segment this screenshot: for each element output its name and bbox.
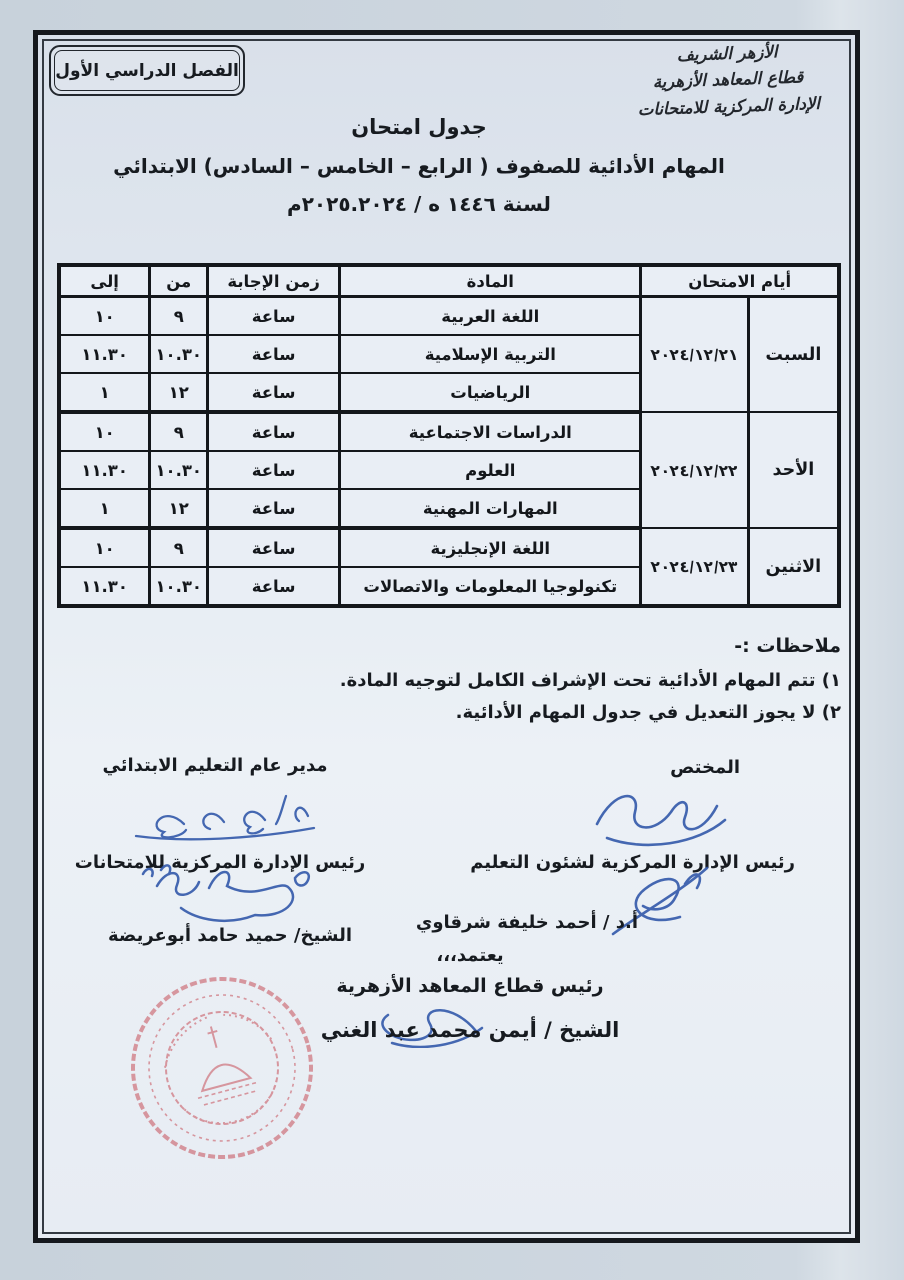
letterhead-org: الأزهر الشريف	[676, 42, 778, 65]
to-cell: ١٠	[59, 528, 150, 567]
letterhead-sector: قطاع المعاهد الأزهرية	[652, 67, 804, 93]
examinations-head-title: رئيس الإدارة المركزية للامتحانات	[74, 852, 366, 873]
day-cell: الاثنين	[748, 528, 839, 606]
subject-cell: الدراسات الاجتماعية	[340, 412, 641, 451]
duration-cell: ساعة	[208, 451, 340, 489]
from-cell: ١٠.٣٠	[150, 567, 208, 606]
examinations-head-name: الشيخ/ حميد حامد أبوعريضة	[107, 925, 353, 946]
day-cell: السبت	[748, 297, 839, 413]
day-cell: الأحد	[748, 412, 839, 528]
from-cell: ١٠.٣٠	[150, 335, 208, 373]
to-cell: ١٠	[59, 297, 150, 336]
title-block	[38, 115, 800, 216]
header-subject: المادة	[340, 265, 641, 297]
notes-section	[340, 635, 841, 730]
table-row	[59, 412, 839, 451]
date-text: ٢٠٢٤/١٢/٢٣	[649, 558, 740, 576]
header-from: من	[150, 265, 208, 297]
letterhead	[608, 37, 849, 124]
subject-cell: التربية الإسلامية	[340, 335, 641, 373]
institutes-sector-head-name: الشيخ / أيمن محمد عبد الغني	[320, 1018, 620, 1042]
duration-cell: ساعة	[208, 567, 340, 606]
primary-education-director-signature-ink	[100, 786, 325, 841]
table-row	[59, 528, 839, 567]
date-text: ٢٠٢٤/١٢/٢١	[649, 346, 740, 364]
duration-cell: ساعة	[208, 335, 340, 373]
approval-label: يعتمد،،،	[436, 945, 504, 966]
exam-schedule-table	[57, 263, 841, 608]
duration-cell: ساعة	[208, 373, 340, 412]
institutes-sector-head-title: رئيس قطاع المعاهد الأزهرية	[336, 975, 604, 997]
subject-cell: العلوم	[340, 451, 641, 489]
subject-cell: المهارات المهنية	[340, 489, 641, 528]
notes-heading: ملاحظات :-	[734, 635, 841, 657]
header-to: إلى	[59, 265, 150, 297]
duration-cell: ساعة	[208, 528, 340, 567]
from-cell: ٩	[150, 412, 208, 451]
to-cell: ١١.٣٠	[59, 567, 150, 606]
education-affairs-head-title: رئيس الإدارة المركزية لشئون التعليم	[470, 852, 795, 873]
note-item: ١) تتم المهام الأدائية تحت الإشراف الكامل لتوجيه المادة.	[339, 670, 841, 691]
from-cell: ٩	[150, 297, 208, 336]
from-cell: ١٢	[150, 373, 208, 412]
specialist-title: المختص	[670, 757, 740, 778]
semester-badge	[49, 45, 245, 96]
to-cell: ١١.٣٠	[59, 335, 150, 373]
from-cell: ١٠.٣٠	[150, 451, 208, 489]
primary-education-director-title: مدير عام التعليم الابتدائي	[102, 755, 328, 776]
semester-badge-label: الفصل الدراسي الأول	[55, 60, 239, 81]
approval-label-row	[85, 945, 855, 966]
header-exam-days: أيام الامتحان	[641, 265, 839, 297]
document-title: جدول امتحان	[351, 115, 487, 139]
subject-cell: الرياضيات	[340, 373, 641, 412]
to-cell: ١	[59, 373, 150, 412]
to-cell: ١	[59, 489, 150, 528]
specialist-signature-ink	[585, 782, 735, 852]
duration-cell: ساعة	[208, 297, 340, 336]
duration-cell: ساعة	[208, 412, 340, 451]
from-cell: ١٢	[150, 489, 208, 528]
from-cell: ٩	[150, 528, 208, 567]
table-header-row	[59, 265, 839, 297]
semester-badge-inner-border	[54, 50, 240, 91]
document-year-line: لسنة ١٤٤٦ ه / ٢٠٢٥.٢٠٢٤م	[287, 192, 551, 216]
note-item: ٢) لا يجوز التعديل في جدول المهام الأدائية.	[455, 702, 841, 724]
date-cell	[641, 412, 748, 528]
to-cell: ١١.٣٠	[59, 451, 150, 489]
date-text: ٢٠٢٤/١٢/٢٢	[649, 461, 740, 480]
subject-cell: اللغة الإنجليزية	[340, 528, 641, 567]
subject-cell: اللغة العربية	[340, 297, 641, 336]
table-row	[59, 297, 839, 336]
page-frame	[33, 30, 860, 1243]
date-cell	[641, 528, 748, 606]
to-cell: ١٠	[59, 412, 150, 451]
date-cell	[641, 297, 748, 413]
document-subtitle: المهام الأدائية للصفوف ( الرابع – الخامس – السادس) الابتدائي	[113, 154, 725, 178]
official-stamp-seal	[127, 973, 317, 1163]
duration-cell: ساعة	[208, 489, 340, 528]
header-duration: زمن الإجابة	[208, 265, 340, 297]
letterhead-admin: الإدارة المركزية للامتحانات	[637, 93, 821, 119]
education-affairs-head-name: أ.د / أحمد خليفة شرقاوي	[415, 912, 638, 933]
subject-cell: تكنولوجيا المعلومات والاتصالات	[340, 567, 641, 606]
